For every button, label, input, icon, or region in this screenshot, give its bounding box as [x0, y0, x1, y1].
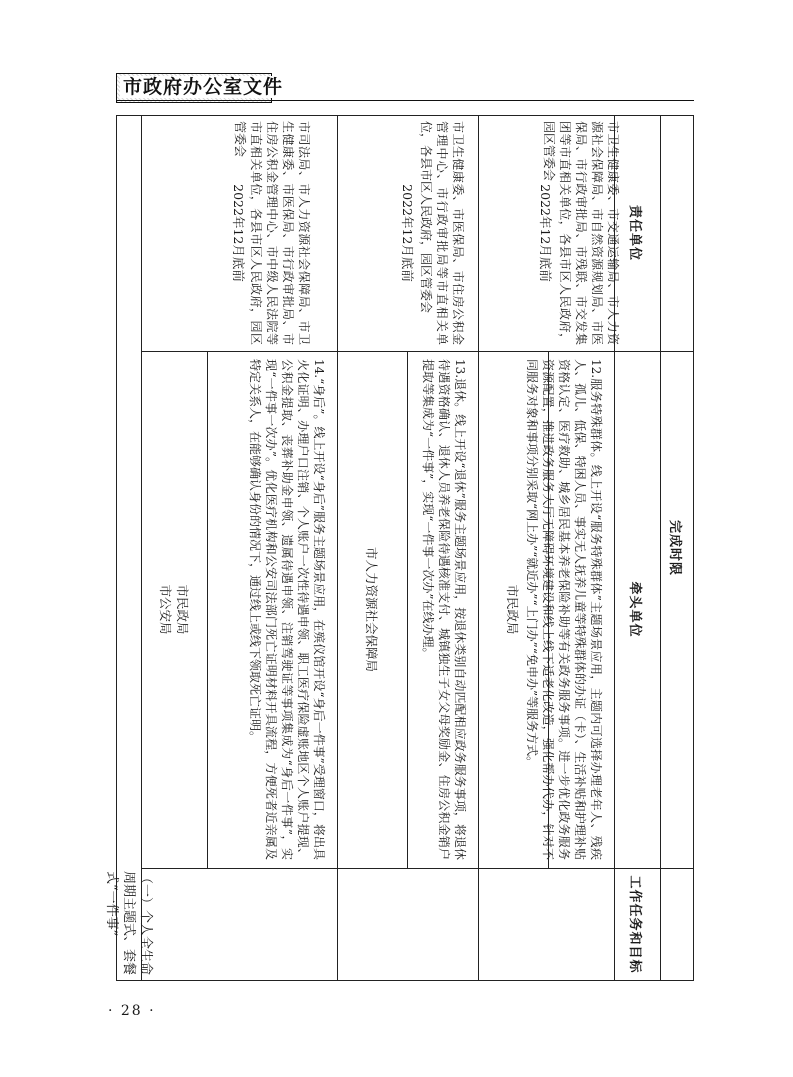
row3-task: 14.“身后”。线上开设“身后”服务主题场景应用，在殡仪馆开设“身后一件事”受理窗口，将出具火化证明、办理户口注销、个人账户一次性待遇申领、职工医疗保险虚账地区个人账户提现、公积金提取、丧葬补助金申领、遗属待遇申领、注销驾驶证等事项集成为“身后一件事”，实现“一件事一次办”。优化医疗机构和公安司法部门死亡证明材料开具流程，方便死者近亲属及特定关系人，在能够确认身份的情况下，通过线上或线下领取死亡证明。: [248, 359, 326, 860]
row2-task: 13.退休。线上开设“退休”服务主题场景应用，按退休类别自动匹配相应政务服务事项，将退休待遇资格确认、退休人员养老保险待遇核准支付、城镇独生子女父母奖励金、住房公积金销户提取等集成为“一件事”，实现“一件事一次办”在线办理。: [421, 359, 467, 860]
row3-deadline: 2022年12月底前: [231, 184, 247, 282]
row3-responsible: 市司法局、市人力资源社会保障局、市卫生健康委、市医保局、市行政审批局、市住房公积金管理中心、市中级人民法院等市直相关单位，各县市区人民政府，园区管委会: [233, 121, 311, 345]
row2-deadline: 2022年12月底前: [400, 184, 415, 282]
col-header-lead: 牵头单位: [627, 581, 643, 638]
row2-responsible: 市卫生健康委、市医保局、市住房公积金管理中心、市行政审批局等市直相关单位，各县市区人民政府，园区管委会: [419, 121, 466, 345]
row3-lead: 市民政局 市公安局: [158, 584, 190, 635]
row1-lead: 市民政局: [505, 584, 521, 635]
col-header-task: 工作任务和目标: [627, 875, 643, 974]
col-divider: [207, 351, 208, 868]
header-title: 市政府办公室文件: [120, 76, 286, 98]
col-header-responsible: 责任单位: [627, 204, 643, 261]
page-number: · 28 ·: [108, 1003, 156, 1019]
row2-lead: 市人力资源社会保障局: [364, 546, 380, 672]
row1-responsible: 市卫生健康委、市交通运输局、市人力资源社会保障局、市自然资源规划局、市医保局、市行政审批局、市残联、市交发集团等市直相关单位，各县市区人民政府，园区管委会: [542, 121, 620, 345]
row1-task: 12.服务特殊群体。线上开设“服务特殊群体”主题场景应用，主题内可选择办理老年人、残疾人、孤儿、低保、特困人员、事实无人抚养儿童等特殊群体的办证（卡）、生活补贴和护理补贴资格认定、医疗救助、城乡居民基本养老保险补助等有关政务服务事项。进一步优化政务服务资源配置，推进政务服务大厅无障碍环境建设和线上线下适老化改造，强化帮办代办，针对不同服务对象和事项分别采取“网上办”“就近办”“上门办”“免申办”等服务方式。: [525, 359, 603, 860]
col-divider: [548, 351, 549, 868]
row1-deadline: 2022年12月底前: [538, 184, 554, 282]
group-label: （一）个人全生命周期主题式、套餐式“一件事”: [104, 871, 153, 976]
col-divider: [407, 351, 408, 868]
col-header-deadline: 完成时限: [667, 519, 683, 576]
header-rule: [116, 100, 694, 101]
